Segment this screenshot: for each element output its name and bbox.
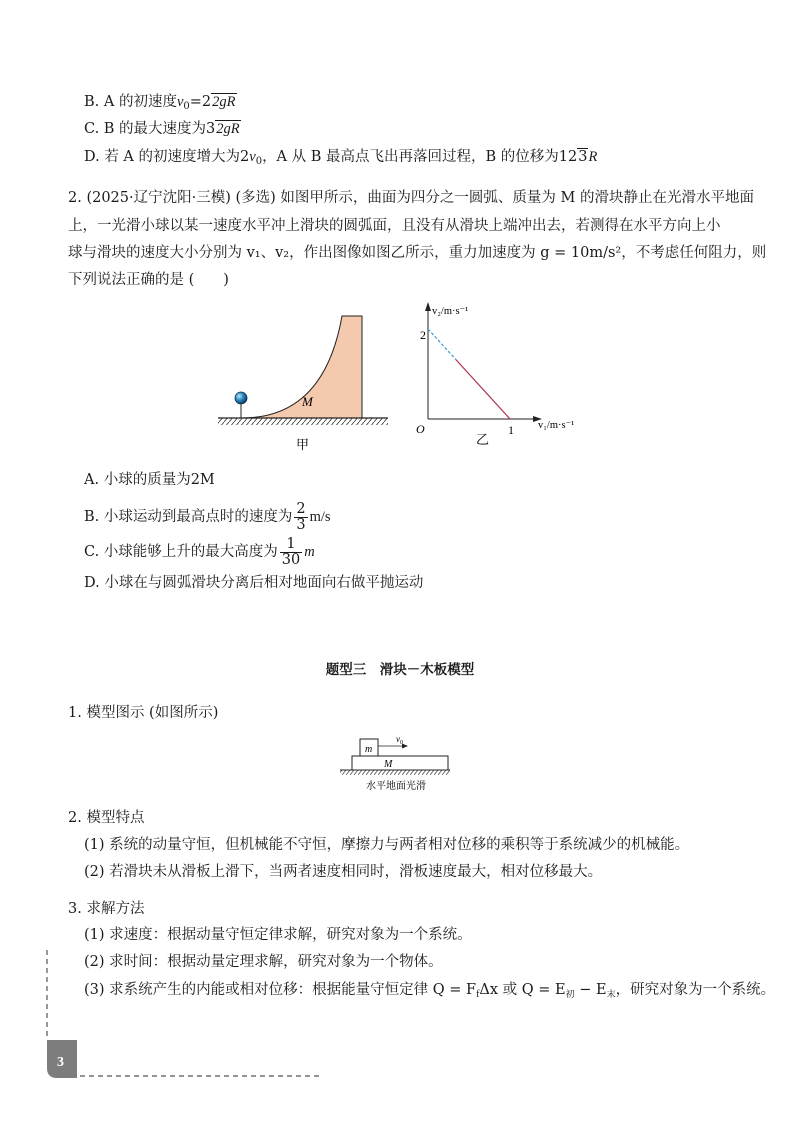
model-item-3-1: (1) 求速度：根据动量守恒定律求解，研究对象为一个系统。	[84, 927, 472, 943]
caption-jia: 甲	[296, 437, 310, 452]
model-item-2-2: (2) 若滑块未从滑板上滑下，当两者速度相同时，滑板速度最大，相对位移最大。	[84, 864, 603, 880]
figure-caption: 水平地面光滑	[366, 781, 426, 792]
page-corner-decoration	[0, 940, 340, 1090]
page-number: 3	[57, 1055, 64, 1070]
origin-label: O	[416, 422, 425, 436]
y-intercept-label: 2	[420, 328, 426, 342]
ball	[235, 392, 247, 404]
q2-stem-line-1: 2. (2025·辽宁沈阳·三模) (多选) 如图甲所示，曲面为四分之一圆弧、质量为 M 的滑块静止在光滑水平地面	[68, 190, 754, 206]
small-block-label: m	[365, 744, 373, 755]
board-label: M	[384, 759, 393, 770]
q1-option-c: C. B 的最大速度为32gR	[84, 121, 240, 137]
q2-stem-line-3: 球与滑块的速度大小分别为 v₁、v₂，作出图像如图乙所示，重力加速度为 g = 10m/s²，不考虑任何阻力，则	[68, 245, 767, 261]
model-item-3-2: (2) 求时间：根据动量定理求解，研究对象为一个物体。	[84, 954, 443, 970]
q1-option-d: D. 若 A 的初速度增大为$2v_0$，A 从 B 最高点飞出再落回过程，B 的位移为123R	[84, 149, 598, 167]
model-item-3: 3. 求解方法	[68, 901, 145, 917]
model-item-1: 1. 模型图示 (如图所示)	[68, 705, 219, 721]
q2-stem-line-2: 上，一光滑小球以某一速度水平冲上滑块的圆弧面，且没有从滑块上端冲出去，若测得在水平方向上小	[68, 218, 721, 234]
caption-yi: 乙	[476, 432, 490, 447]
q2-option-b: B. 小球运动到最高点时的速度为 $\frac{2}{3}$ m/s	[84, 500, 331, 533]
x-intercept-label: 1	[508, 423, 514, 437]
q2-option-d: D. 小球在与圆弧滑块分离后相对地面向右做平抛运动	[84, 575, 424, 591]
model-item-2: 2. 模型特点	[68, 810, 145, 826]
dashed-segment	[428, 329, 456, 360]
board	[352, 756, 448, 770]
solid-segment	[456, 360, 510, 419]
figure-jia	[214, 308, 394, 456]
q2-stem-line-4: 下列说法正确的是 ( )	[68, 272, 229, 288]
model-item-3-3: (3) 求系统产生的内能或相对位移：根据能量守恒定律 $Q = F_f\Delta x$ 或 $Q = E_初 - E_末$，研究对象为一个系统。	[84, 982, 776, 1000]
q2-option-c: C. 小球能够上升的最大高度为 $\frac{1}{30}$ m	[84, 535, 315, 568]
y-axis-label: v₂/m·s⁻¹	[432, 306, 469, 317]
velocity-label: $v_0$	[396, 734, 403, 746]
section-title: 题型三 滑块－木板模型	[325, 662, 475, 678]
figure-yi-graph	[408, 292, 593, 454]
q1-option-b: B. A 的初速度$v_0=22gR$	[84, 94, 236, 112]
x-axis-label: v₁/m·s⁻¹	[538, 420, 575, 431]
model-item-2-1: (1) 系统的动量守恒，但机械能不守恒，摩擦力与两者相对位移的乘积等于系统减少的机械能。	[84, 837, 690, 853]
q2-option-a: A. 小球的质量为2M	[84, 472, 215, 488]
slider-board-figure	[338, 730, 453, 796]
block-label-m: M	[302, 394, 313, 409]
